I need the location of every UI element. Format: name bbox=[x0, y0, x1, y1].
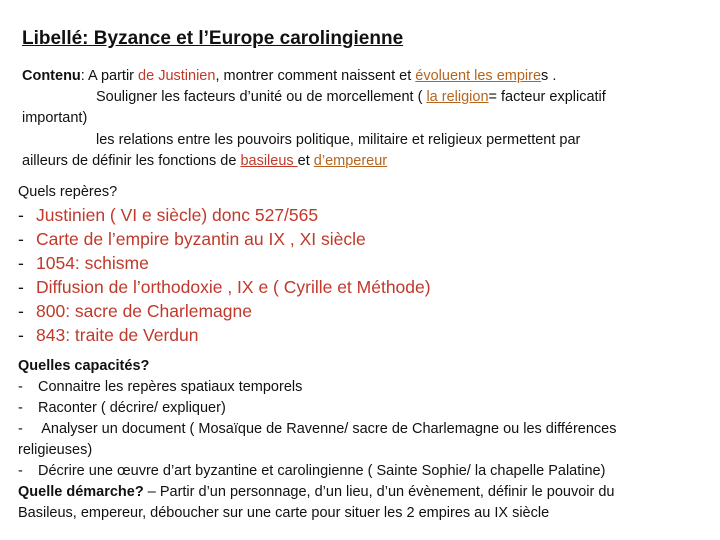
contenu-text: s . bbox=[541, 68, 557, 84]
repere-text: 843: traite de Verdun bbox=[36, 325, 199, 345]
contenu-line-4: les relations entre les pouvoirs politique, militaire et religieux permettent par bbox=[96, 132, 581, 148]
list-item bbox=[18, 299, 431, 323]
contenu-text: Souligner les facteurs d’unité ou de morcellement ( bbox=[96, 89, 427, 105]
capacite-text-cont: religieuses) bbox=[18, 442, 93, 458]
capacite-text: Analyser un document ( Mosaïque de Ravenne/ sacre de Charlemagne ou les différences bbox=[38, 421, 617, 437]
demarche-text-cont: Basileus, empereur, déboucher sur une carte pour situer les 2 empires au IX siècle bbox=[18, 505, 550, 521]
contenu-text: et bbox=[297, 153, 314, 169]
contenu-line-5 bbox=[22, 151, 387, 172]
capacites-heading: Quelles capacités? bbox=[18, 358, 150, 374]
contenu-text: , montrer comment naissent et bbox=[215, 68, 416, 84]
capacite-text: Connaitre les repères spatiaux temporels bbox=[38, 379, 303, 395]
capacites-block bbox=[18, 356, 616, 524]
page-title: Libellé: Byzance et l’Europe carolingienne bbox=[22, 28, 404, 49]
contenu-text: = facteur explicatif bbox=[488, 89, 606, 105]
bullet-dash: - bbox=[18, 325, 24, 345]
contenu-line-3: important) bbox=[22, 110, 88, 126]
justinien-highlight: Justinien bbox=[158, 68, 216, 84]
repere-text: Diffusion de l’orthodoxie , IX e ( Cyrille et Méthode) bbox=[36, 277, 431, 297]
capacite-text: Raconter ( décrire/ expliquer) bbox=[38, 400, 226, 416]
list-item bbox=[18, 275, 431, 299]
repere-text: 1054: schisme bbox=[36, 253, 149, 273]
repere-text: Justinien ( VI e siècle) donc 527/565 bbox=[36, 205, 319, 225]
contenu-line-2 bbox=[96, 87, 606, 108]
basileus-highlight: basileus bbox=[240, 153, 298, 169]
religion-highlight: la religion bbox=[426, 89, 489, 105]
bullet-dash: - bbox=[18, 277, 24, 297]
reperes-list bbox=[18, 203, 431, 347]
list-item bbox=[18, 203, 431, 227]
bullet-dash: - bbox=[18, 400, 23, 416]
empereur-highlight: d’empereur bbox=[313, 153, 388, 169]
bullet-dash: - bbox=[18, 301, 24, 321]
bullet-dash: - bbox=[18, 205, 24, 225]
list-item bbox=[18, 461, 616, 482]
contenu-de: de bbox=[138, 68, 159, 84]
contenu-label: Contenu bbox=[22, 68, 81, 84]
demarche-label: Quelle démarche? bbox=[18, 484, 144, 500]
bullet-dash: - bbox=[18, 463, 23, 479]
bullet-dash: - bbox=[18, 379, 23, 395]
reperes-heading: Quels repères? bbox=[18, 184, 118, 200]
demarche-text: – Partir d’un personnage, d’un lieu, d’un évènement, définir le pouvoir du bbox=[143, 484, 615, 500]
list-item bbox=[18, 227, 431, 251]
contenu-text: : A partir bbox=[80, 68, 139, 84]
bullet-dash: - bbox=[18, 253, 24, 273]
list-item bbox=[18, 398, 616, 419]
list-item bbox=[18, 419, 616, 440]
bullet-dash: - bbox=[18, 421, 23, 437]
contenu-line-1 bbox=[22, 66, 556, 87]
contenu-text: ailleurs de définir les fonctions de bbox=[22, 153, 241, 169]
evoluent-highlight: évoluent les empire bbox=[415, 68, 542, 84]
list-item bbox=[18, 323, 431, 347]
capacite-text: Décrire une œuvre d’art byzantine et carolingienne ( Sainte Sophie/ la chapelle Palatine) bbox=[38, 463, 606, 479]
list-item bbox=[18, 377, 616, 398]
list-item bbox=[18, 251, 431, 275]
bullet-dash: - bbox=[18, 229, 24, 249]
demarche-line bbox=[18, 482, 616, 503]
repere-text: 800: sacre de Charlemagne bbox=[36, 301, 252, 321]
repere-text: Carte de l’empire byzantin au IX , XI siècle bbox=[36, 229, 366, 249]
